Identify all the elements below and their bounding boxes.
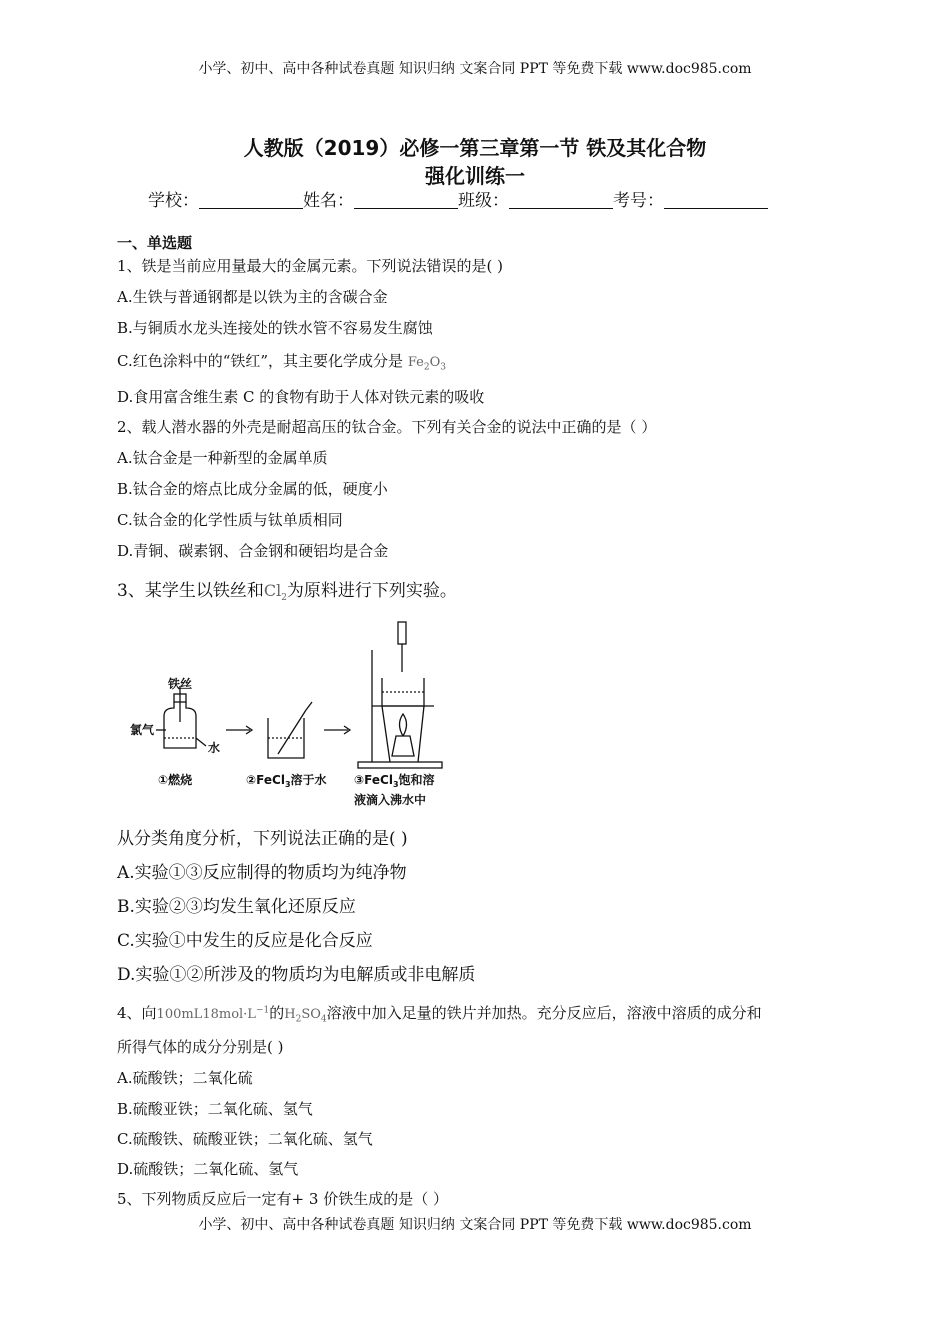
- q4-option-c: C.硫酸铁、硫酸亚铁；二氧化硫、氢气: [117, 1130, 373, 1148]
- page-footer: 小学、初中、高中各种试卷真题 知识归纳 文案合同 PPT 等免费下载 www.doc985.com: [198, 1217, 752, 1233]
- dropper-bulb: [398, 622, 406, 644]
- section-heading: 一、单选题: [117, 234, 193, 252]
- q3-option-b: B.实验②③均发生氧化还原反应: [117, 897, 356, 917]
- q2-option-d: D.青铜、碳素钢、合金钢和硬铝均是合金: [117, 542, 389, 560]
- tripod-leg-right: [418, 706, 424, 762]
- q3-prompt: 从分类角度分析，下列说法正确的是( ): [117, 829, 408, 849]
- name-label: 姓名：: [303, 191, 354, 211]
- alcohol-lamp: [392, 736, 414, 756]
- q3-option-c: C.实验①中发生的反应是化合反应: [117, 931, 373, 951]
- h2so4-formula: $H_2SO_4$: [284, 1007, 327, 1025]
- class-blank: [509, 190, 613, 209]
- name-blank: [354, 190, 458, 209]
- q5-stem: 5、下列物质反应后一定有+ 3 价铁生成的是（ ）: [117, 1190, 448, 1208]
- q2-option-a: A.钛合金是一种新型的金属单质: [117, 449, 328, 467]
- number-label: 考号：: [613, 191, 664, 211]
- q2-stem: 2、载人潜水器的外壳是耐超高压的钛合金。下列有关合金的说法中正确的是（ ）: [117, 418, 657, 436]
- caption-1: ①燃烧: [158, 773, 193, 787]
- student-info-line: [148, 186, 768, 211]
- caption-3-line2: 液滴入沸水中: [354, 793, 427, 807]
- label-chlorine: 氯气: [130, 723, 155, 737]
- q1-option-a: A.生铁与普通钢都是以铁为主的含碳合金: [117, 288, 388, 306]
- caption-3: ③FeCl$_3$饱和溶: [354, 773, 435, 789]
- stand-base: [358, 762, 442, 768]
- q4-stem: 4、向$100mL18mol\cdot L^{-1}$的$H_2SO_4$溶液中加入足量的铁片并加热。充分反应后，溶液中溶质的成分和: [117, 1004, 762, 1025]
- fe2o3-formula: $Fe_2O_3$: [407, 355, 446, 373]
- class-label: 班级：: [458, 191, 509, 211]
- school-label: 学校：: [148, 191, 199, 211]
- q3-stem: 3、某学生以铁丝和$Cl_2$为原料进行下列实验。: [117, 581, 457, 604]
- q4-option-d: D.硫酸铁；二氧化硫、氢气: [117, 1160, 299, 1178]
- tripod-leg-left: [382, 706, 390, 762]
- q1-option-c: [117, 350, 446, 373]
- label-iron-wire: 铁丝: [168, 677, 193, 691]
- school-blank: [199, 190, 303, 209]
- q1-stem: 1、铁是当前应用量最大的金属元素。下列说法错误的是( ): [117, 257, 504, 275]
- glass-rod: [278, 710, 306, 754]
- experiment-diagram: [128, 614, 458, 814]
- page-subtitle: 强化训练一: [425, 164, 525, 188]
- q2-option-c: C.钛合金的化学性质与钛单质相同: [117, 511, 343, 529]
- caption-2: ②FeCl$_3$溶于水: [246, 773, 327, 789]
- q3-option-d: D.实验①②所涉及的物质均为电解质或非电解质: [117, 965, 476, 985]
- label-water: 水: [208, 741, 221, 755]
- q3-option-a: A.实验①③反应制得的物质均为纯净物: [117, 863, 407, 883]
- q4-stem-line2: 所得气体的成分分别是( ): [117, 1038, 284, 1056]
- lamp-flame: [400, 714, 407, 736]
- glass-rod-tip: [306, 702, 312, 710]
- q4-option-a: A.硫酸铁；二氧化硫: [117, 1069, 253, 1087]
- number-blank: [664, 190, 768, 209]
- q1-option-d: D.食用富含维生素 C 的食物有助于人体对铁元素的吸收: [117, 388, 485, 406]
- cl2-formula: $Cl_2$: [263, 581, 287, 604]
- q2-option-b: B.钛合金的熔点比成分金属的低，硬度小: [117, 480, 388, 498]
- q1-option-b: B.与铜质水龙头连接处的铁水管不容易发生腐蚀: [117, 319, 433, 337]
- q4-option-b: B.硫酸亚铁；二氧化硫、氢气: [117, 1100, 313, 1118]
- concentration-expression: $100mL18mol\cdot L^{-1}$: [156, 1005, 270, 1022]
- water-pointer: [196, 738, 206, 746]
- q1-option-c-text: C.红色涂料中的“铁红”，其主要化学成分是: [117, 352, 404, 370]
- page-header: 小学、初中、高中各种试卷真题 知识归纳 文案合同 PPT 等免费下载 www.doc985.com: [198, 61, 752, 77]
- page-title: 人教版（2019）必修一第三章第一节 铁及其化合物: [243, 136, 707, 160]
